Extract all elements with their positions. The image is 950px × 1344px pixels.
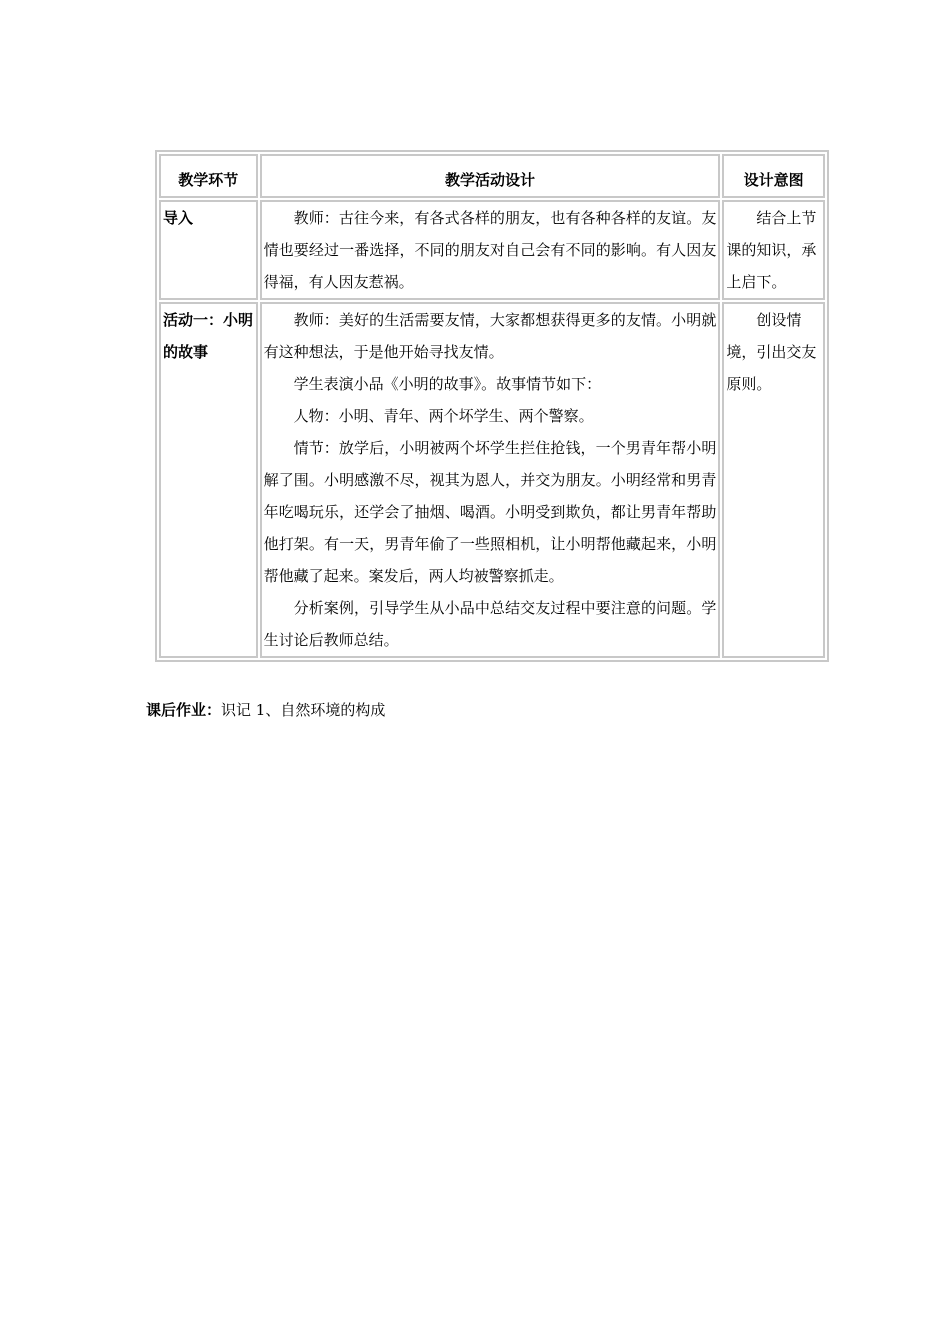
stage-cell: 导入 (159, 200, 258, 300)
design-paragraph: 情节：放学后，小明被两个坏学生拦住抢钱，一个男青年帮小明解了围。小明感激不尽，视其为恩人，并交为朋友。小明经常和男青年吃喝玩乐，还学会了抽烟、喝酒。小明受到欺负，都让男青年帮助他打架。有一天，男青年偷了一些照相机，让小明帮他藏起来，小明帮他藏了起来。案发后，两人均被警察抓走。 (263, 439, 717, 585)
header-stage: 教学环节 (159, 154, 258, 198)
stage-cell: 活动一：小明的故事 (159, 302, 258, 658)
intent-cell (722, 200, 825, 300)
homework-line (146, 698, 385, 722)
design-cell (260, 200, 721, 300)
intent-cell (722, 302, 825, 658)
design-paragraph: 人物：小明、青年、两个坏学生、两个警察。 (293, 407, 594, 425)
homework-label: 课后作业： (146, 701, 222, 719)
design-paragraph: 教师：美好的生活需要友情，大家都想获得更多的友情。小明就有这种想法，于是他开始寻找友情。 (263, 311, 717, 361)
intent-text: 创设情境，引出交友原则。 (726, 311, 817, 393)
design-cell (260, 302, 721, 658)
design-paragraph: 学生表演小品《小明的故事》。故事情节如下： (293, 375, 602, 393)
header-intent: 设计意图 (722, 154, 825, 198)
table-header-row (159, 154, 825, 198)
table-row (159, 302, 825, 658)
homework-text: 识记 1、自然环境的构成 (221, 701, 386, 719)
intent-text: 结合上节课的知识，承上启下。 (726, 209, 817, 291)
design-paragraph: 教师：古往今来，有各式各样的朋友，也有各种各样的友谊。友情也要经过一番选择，不同的朋友对自己会有不同的影响。有人因友得福，有人因友惹祸。 (263, 209, 717, 291)
design-paragraph: 分析案例，引导学生从小品中总结交友过程中要注意的问题。学生讨论后教师总结。 (263, 599, 717, 649)
header-design: 教学活动设计 (260, 154, 721, 198)
table-row (159, 200, 825, 300)
lesson-plan-table (155, 150, 829, 662)
